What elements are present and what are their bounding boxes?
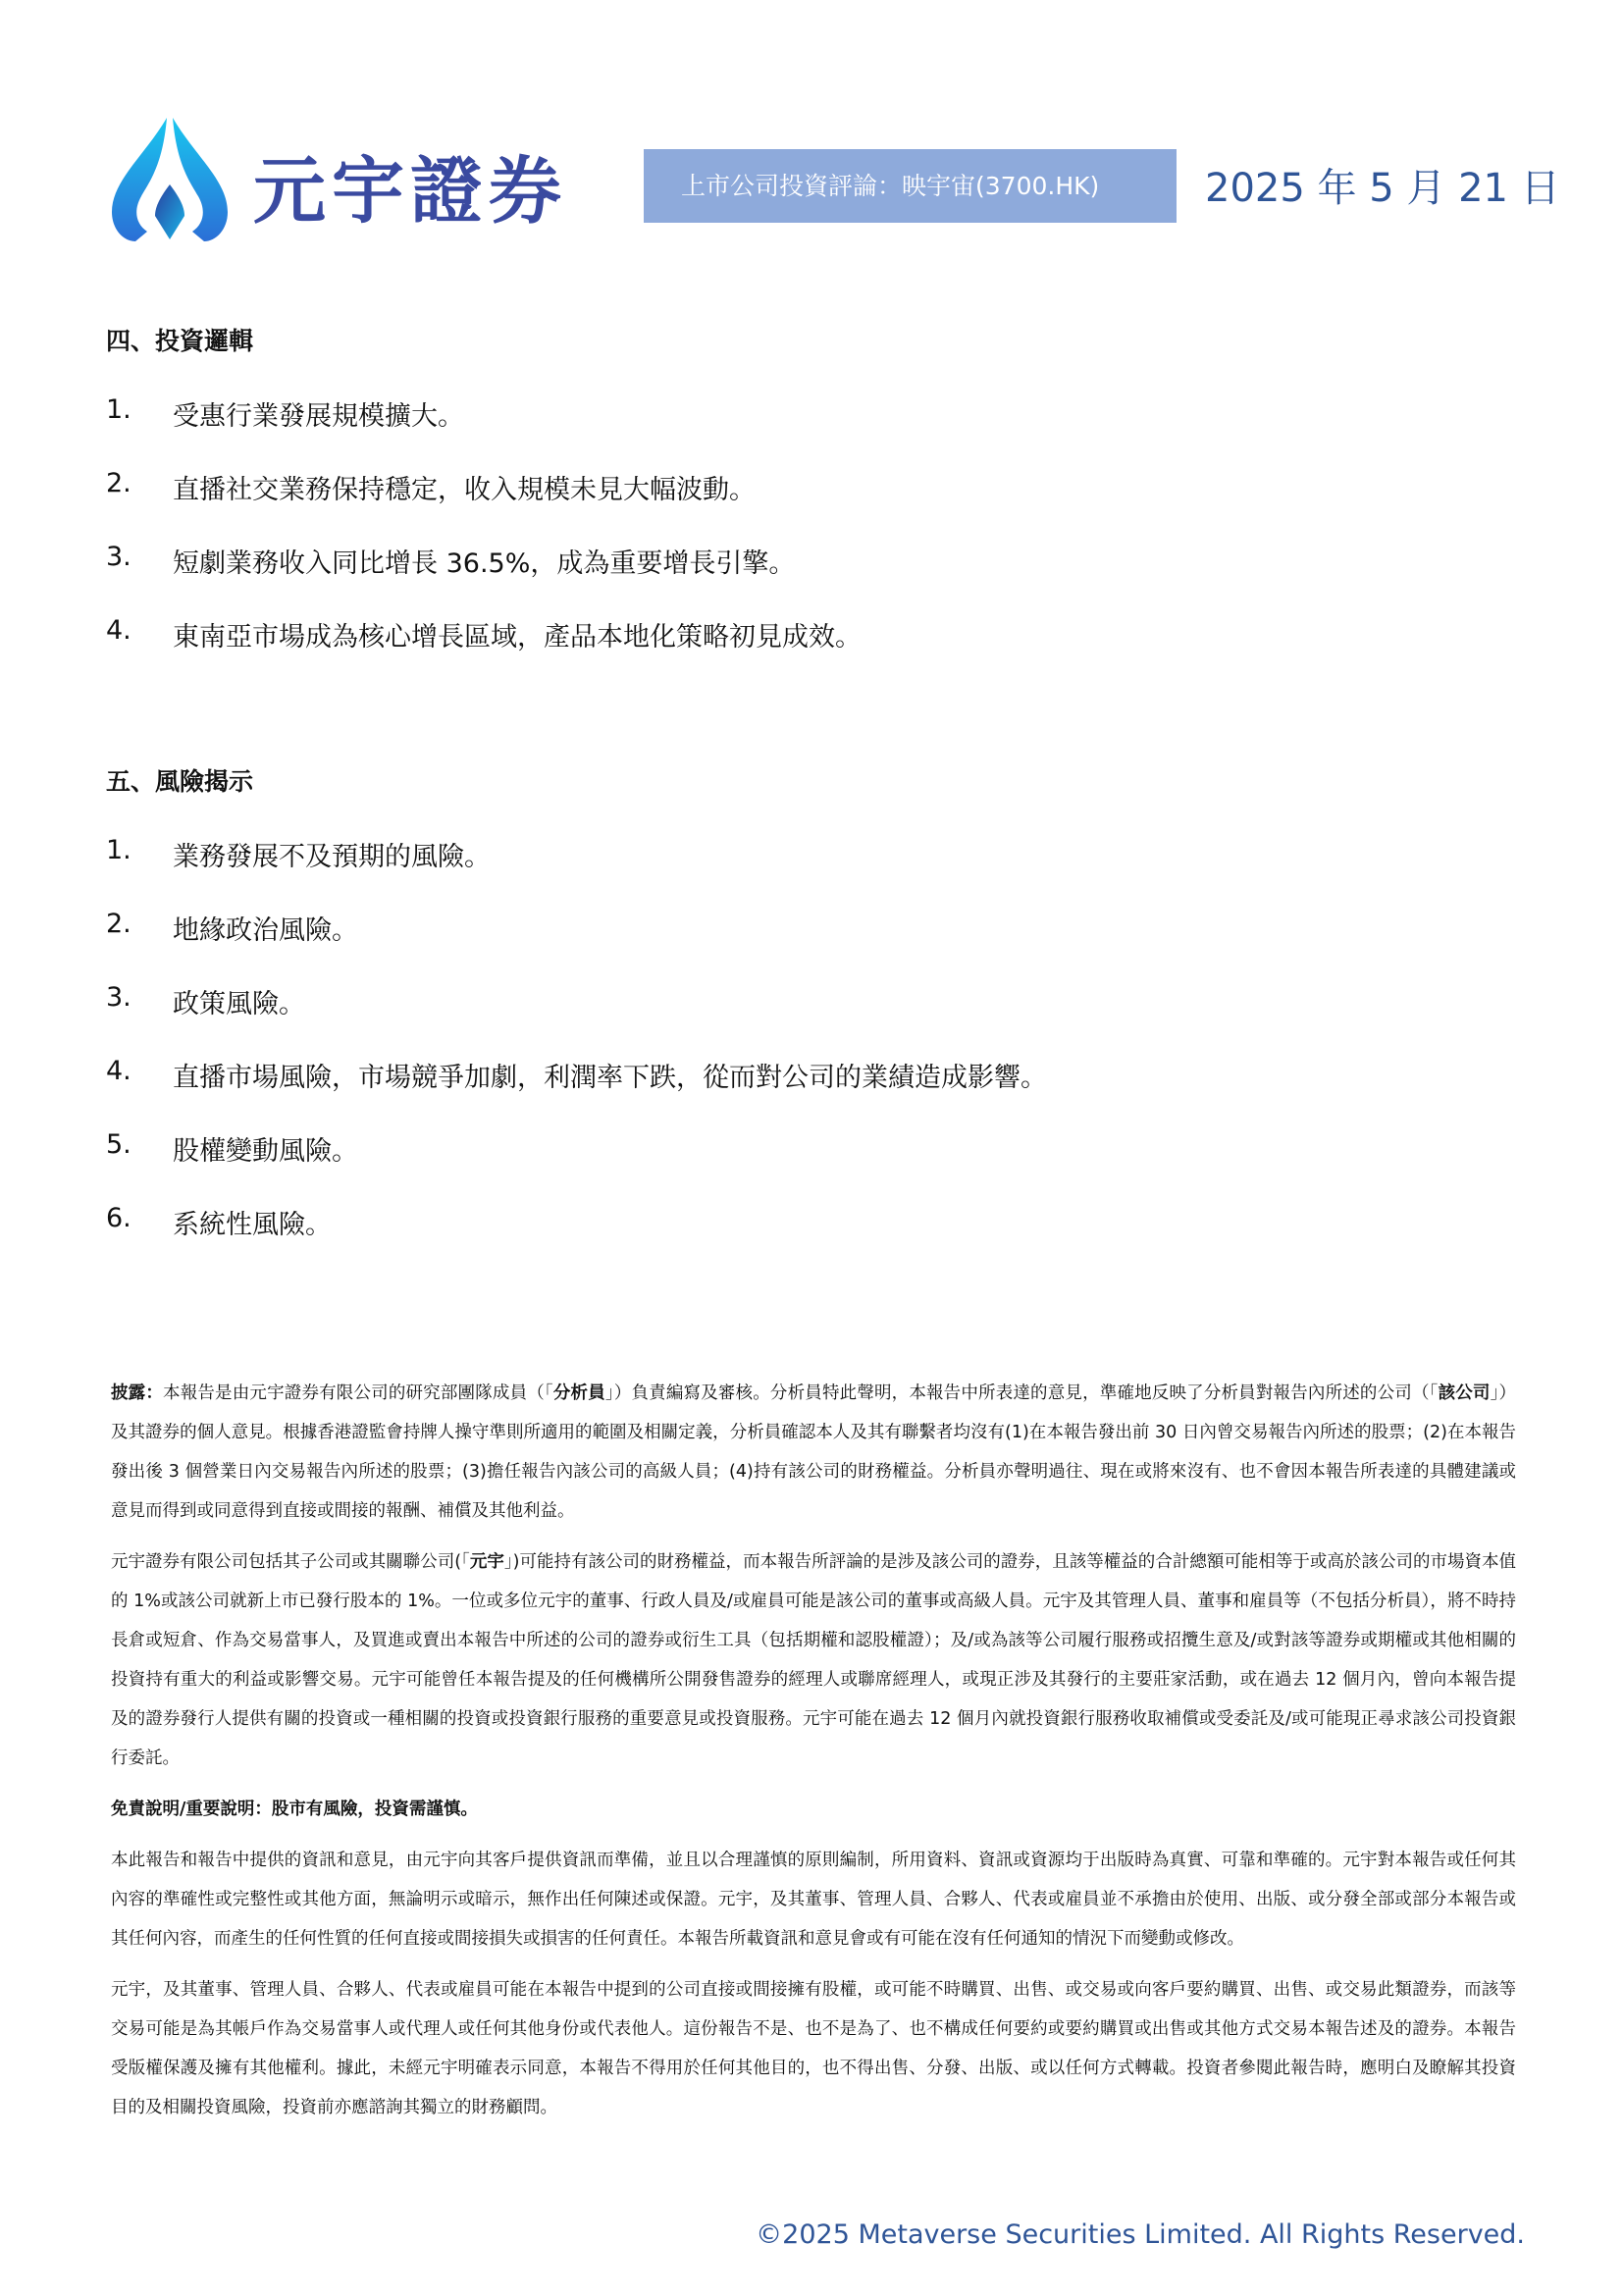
list-item-text: 直播社交業務保持穩定，收入規模未見大幅波動。	[173, 475, 756, 505]
logo-mark-icon	[106, 116, 234, 243]
disclosure-text: 本報告是由元宇證券有限公司的研究部團隊成員（「	[163, 1383, 553, 1403]
defined-term-metaverse: 元宇	[469, 1552, 504, 1572]
list-item-text: 股權變動風險。	[173, 1136, 358, 1167]
disclosure-paragraph-analyst	[111, 1374, 1516, 1531]
copyright-footer: ©2025 Metaverse Securities Limited. All Rights Reserved.	[756, 2219, 1525, 2250]
section-title-risk-disclosure: 五、風險揭示	[106, 767, 254, 796]
defined-term-company: 該公司	[1438, 1383, 1491, 1403]
list-item-number: 1.	[106, 394, 131, 425]
list-item-number: 3.	[106, 542, 131, 572]
list-item-text: 政策風險。	[173, 989, 305, 1019]
company-logo	[106, 116, 616, 245]
list-item-number: 3.	[106, 982, 131, 1013]
list-item-number: 1.	[106, 835, 131, 865]
list-item-number: 4.	[106, 615, 131, 646]
list-item-text: 受惠行業發展規模擴大。	[173, 401, 464, 432]
section-title-investment-logic: 四、投資邏輯	[106, 327, 254, 355]
list-item-text: 業務發展不及預期的風險。	[173, 842, 491, 872]
disclosure-label: 披露：	[111, 1383, 164, 1403]
disclosure-block	[111, 1374, 1516, 2139]
list-item-number: 5.	[106, 1129, 131, 1160]
disclosure-text: 元宇證券有限公司包括其子公司或其關聯公司(「	[111, 1552, 470, 1572]
list-item-text: 短劇業務收入同比增長 36.5%，成為重要增長引擎。	[173, 548, 796, 579]
disclaimer-paragraph-info: 本此報告和報告中提供的資訊和意見，由元宇向其客戶提供資訊而準備，並且以合理謹慎的原則編制，所用資料、資訊或資源均于出版時為真實、可靠和準確的。元宇對本報告或任何其內容的準確性或完整性或其他方面，無論明示或暗示，無作出任何陳述或保證。元宇，及其董事、管理人員、合夥人、代表或雇員並不承擔由於使用、出版、或分發全部或部分本報告或其任何內容，而產生的任何性質的任何直接或間接損失或損害的任何責任。本報告所載資訊和意見會或有可能在沒有任何通知的情況下而變動或修改。	[111, 1851, 1516, 1949]
disclosure-text: 」)可能持有該公司的財務權益，而本報告所評論的是涉及該公司的證券，且該等權益的合計總額可能相等于或高於該公司的市場資本值的 1%或該公司就新上市已發行股本的 1%。一位或多位元宇的董事、行政人員及/或雇員可能是該公司的董事或高級人員。元宇及其管理人員、董事和雇員等（不包括分析員），將不時持長倉或短倉、作為交易當事人，及買進或賣出本報告中所述的公司的證券或衍生工具（包括期權和認股權證）；及/或為該等公司履行服務或招攬生意及/或對該等證券或期權或其他相關的投資持有重大的利益或影響交易。元宇可能曾任本報告提及的任何機構所公開發售證券的經理人或聯席經理人，或現正涉及其發行的主要莊家活動，或在過去 12 個月內，曾向本報告提及的證券發行人提供有關的投資或一種相關的投資或投資銀行服務的重要意見或投資服務。元宇可能在過去 12 個月內就投資銀行服務收取補償或受委託及/或可能現正尋求該公司投資銀行委託。	[111, 1552, 1517, 1768]
list-item-number: 4.	[106, 1056, 131, 1086]
list-item-number: 2.	[106, 468, 131, 498]
logo-text: 元宇證券	[253, 149, 567, 234]
list-item-text: 系統性風險。	[173, 1210, 332, 1240]
defined-term-analyst: 分析員	[552, 1383, 605, 1403]
list-item-number: 6.	[106, 1203, 131, 1233]
list-item-text: 地緣政治風險。	[173, 915, 358, 946]
disclosure-text: 」）及其證券的個人意見。根據香港證監會持牌人操守準則所適用的範圍及相關定義，分析員確認本人及其有聯繫者均沒有(1)在本報告發出前 30 日內曾交易報告內所述的股票；(2)在本報告發出後 3 個營業日內交易報告內所述的股票；(3)擔任報告內該公司的高級人員；(4)持有該公司的財務權益。分析員亦聲明過往、現在或將來沒有、也不會因本報告所表達的具體建議或意見而得到或同意得到直接或間接的報酬、補償及其他利益。	[111, 1383, 1517, 1521]
list-item-text: 東南亞市場成為核心增長區域，產品本地化策略初見成效。	[173, 622, 862, 652]
list-item-text: 直播市場風險，市場競爭加劇，利潤率下跌，從而對公司的業績造成影響。	[173, 1063, 1047, 1093]
disclosure-text: 」）負責編寫及審核。分析員特此聲明，本報告中所表達的意見，準確地反映了分析員對報告內所述的公司（「	[604, 1383, 1439, 1403]
disclaimer-paragraph-holdings: 元宇，及其董事、管理人員、合夥人、代表或雇員可能在本報告中提到的公司直接或間接擁有股權，或可能不時購買、出售、或交易或向客戶要約購買、出售、或交易此類證券，而該等交易可能是為其帳戶作為交易當事人或代理人或任何其他身份或代表他人。這份報告不是、也不是為了、也不構成任何要約或要約購買或出售或其他方式交易本報告述及的證券。本報告受版權保護及擁有其他權利。據此，未經元宇明確表示同意，本報告不得用於任何其他目的，也不得出售、分發、出版、或以任何方式轉載。投資者參閱此報告時，應明白及瞭解其投資目的及相關投資風險，投資前亦應諮詢其獨立的財務顧問。	[111, 1980, 1516, 2117]
disclaimer-text: 股市有風險，投資需謹慎。	[271, 1800, 478, 1819]
report-type-banner: 上市公司投資評論：映宇宙(3700.HK)	[644, 149, 1177, 223]
disclosure-paragraph-interests	[111, 1542, 1516, 1778]
list-item-number: 2.	[106, 909, 131, 939]
disclaimer-label: 免責說明/重要說明：	[111, 1800, 272, 1819]
report-date: 2025 年 5 月 21 日	[1205, 166, 1560, 211]
disclaimer-heading	[111, 1790, 1516, 1829]
